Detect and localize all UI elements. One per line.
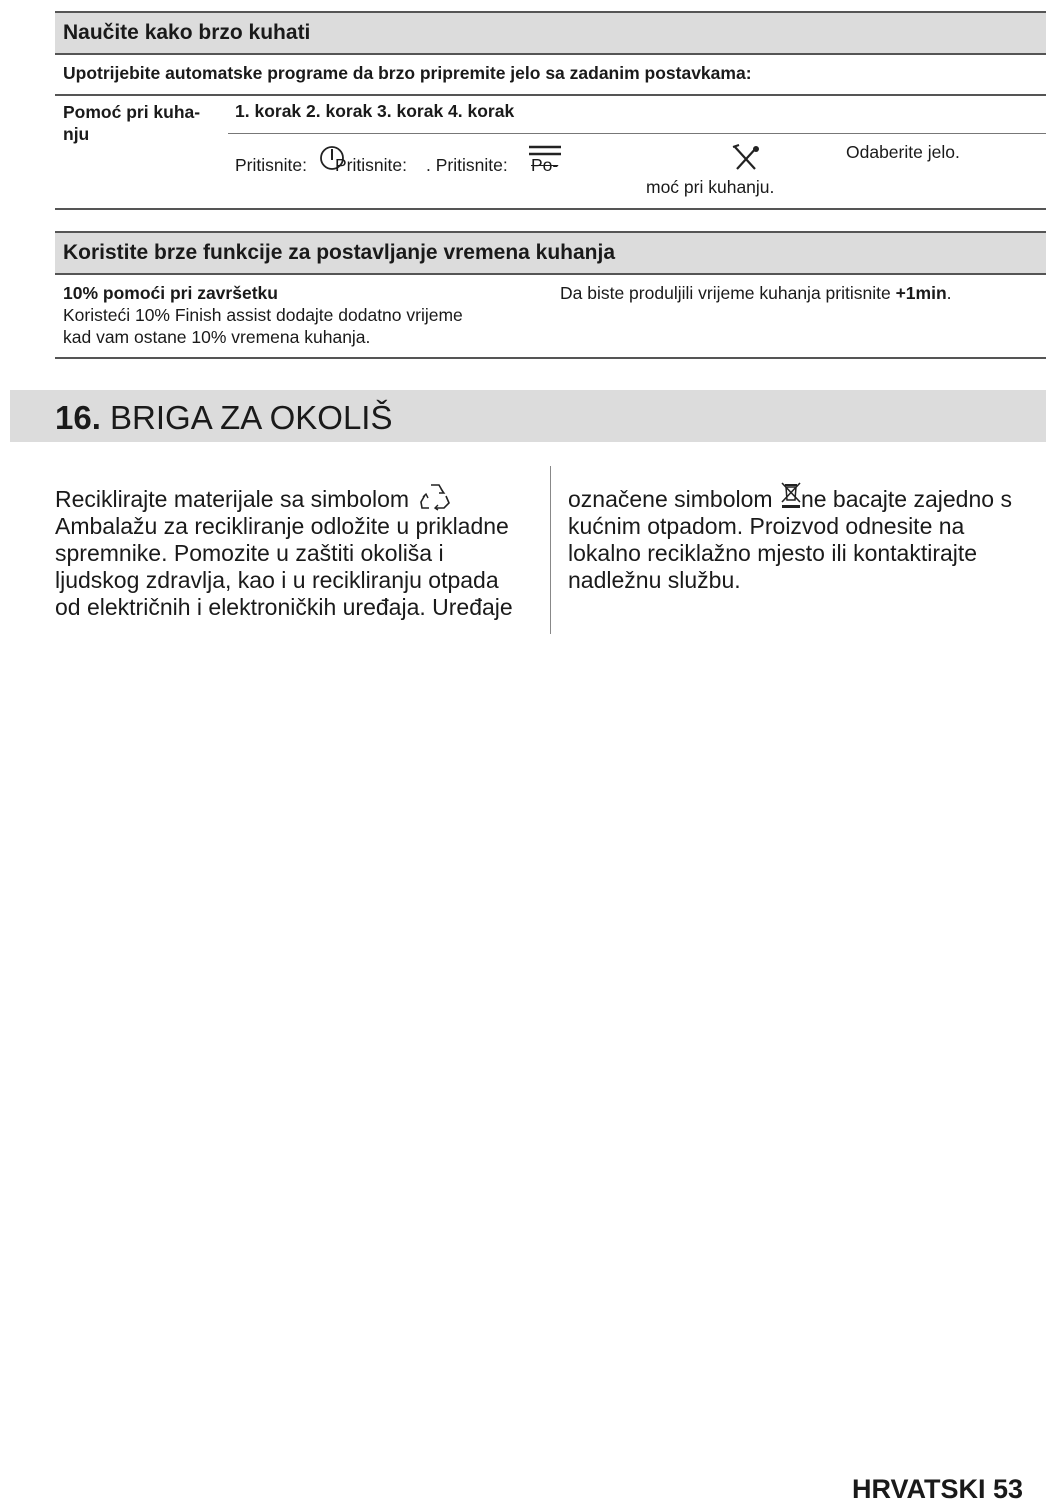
step3-po: Po- [531, 155, 559, 175]
step2-text: Pritisnite: [335, 155, 407, 175]
divider [55, 208, 1046, 210]
steps-header: 1. korak 2. korak 3. korak 4. korak [235, 101, 515, 121]
section-header-quick-cooking [55, 11, 1046, 55]
page-footer: HRVATSKI 53 [851, 1474, 1023, 1504]
finish-assist-desc-1: Koristeći 10% Finish assist dodajte dodatno vrijeme [63, 305, 463, 325]
section-header-quick-functions [55, 231, 1046, 275]
cutlery-icon [731, 143, 761, 178]
divider [55, 357, 1046, 359]
chapter-title: BRIGA ZA OKOLIŠ [110, 399, 393, 436]
step4-text: Odaberite jelo. [846, 142, 960, 162]
section-subtitle: Upotrijebite automatske programe da brzo pripremite jelo sa zadanim postavkama: [63, 63, 752, 83]
chapter-number: 16. [55, 399, 101, 436]
extend-time-text: Da biste produljili vrijeme kuhanja pritisnite +1min. [560, 283, 952, 303]
section-title: Naučite kako brzo kuhati [63, 21, 311, 44]
environment-left-column: Reciklirajte materijale sa simbolom Ambalažu za recikliranje odložite u prikladne spremnike. Pomozite u zaštiti okoliša i ljudskog zdravlja, kao i u recikliranju otpada od električnih i elektroničkih uređaja. Uređaje [55, 477, 535, 621]
chapter-heading [10, 390, 1046, 442]
step3-continued: moć pri kuhanju. [646, 177, 775, 197]
row-label: Pomoć pri kuha- nju [63, 102, 201, 144]
step1-text: Pritisnite: [235, 155, 307, 175]
recycle-icon [419, 481, 451, 517]
column-divider [550, 466, 551, 634]
environment-right-column: označene simbolom ne bacajte zajedno s kućnim otpadom. Proizvod odnesite na lokalno reciklažno mjesto ili kontaktirajte nadležnu službu. [568, 477, 1048, 594]
divider [228, 133, 1046, 134]
crossed-bin-icon [779, 480, 801, 510]
step3-text: . Pritisnite: [426, 155, 508, 175]
divider [55, 94, 1046, 96]
finish-assist-desc-2: kad vam ostane 10% vremena kuhanja. [63, 327, 371, 347]
section-title: Koristite brze funkcije za postavljanje vremena kuhanja [63, 241, 616, 264]
finish-assist-title: 10% pomoći pri završetku [63, 283, 278, 303]
